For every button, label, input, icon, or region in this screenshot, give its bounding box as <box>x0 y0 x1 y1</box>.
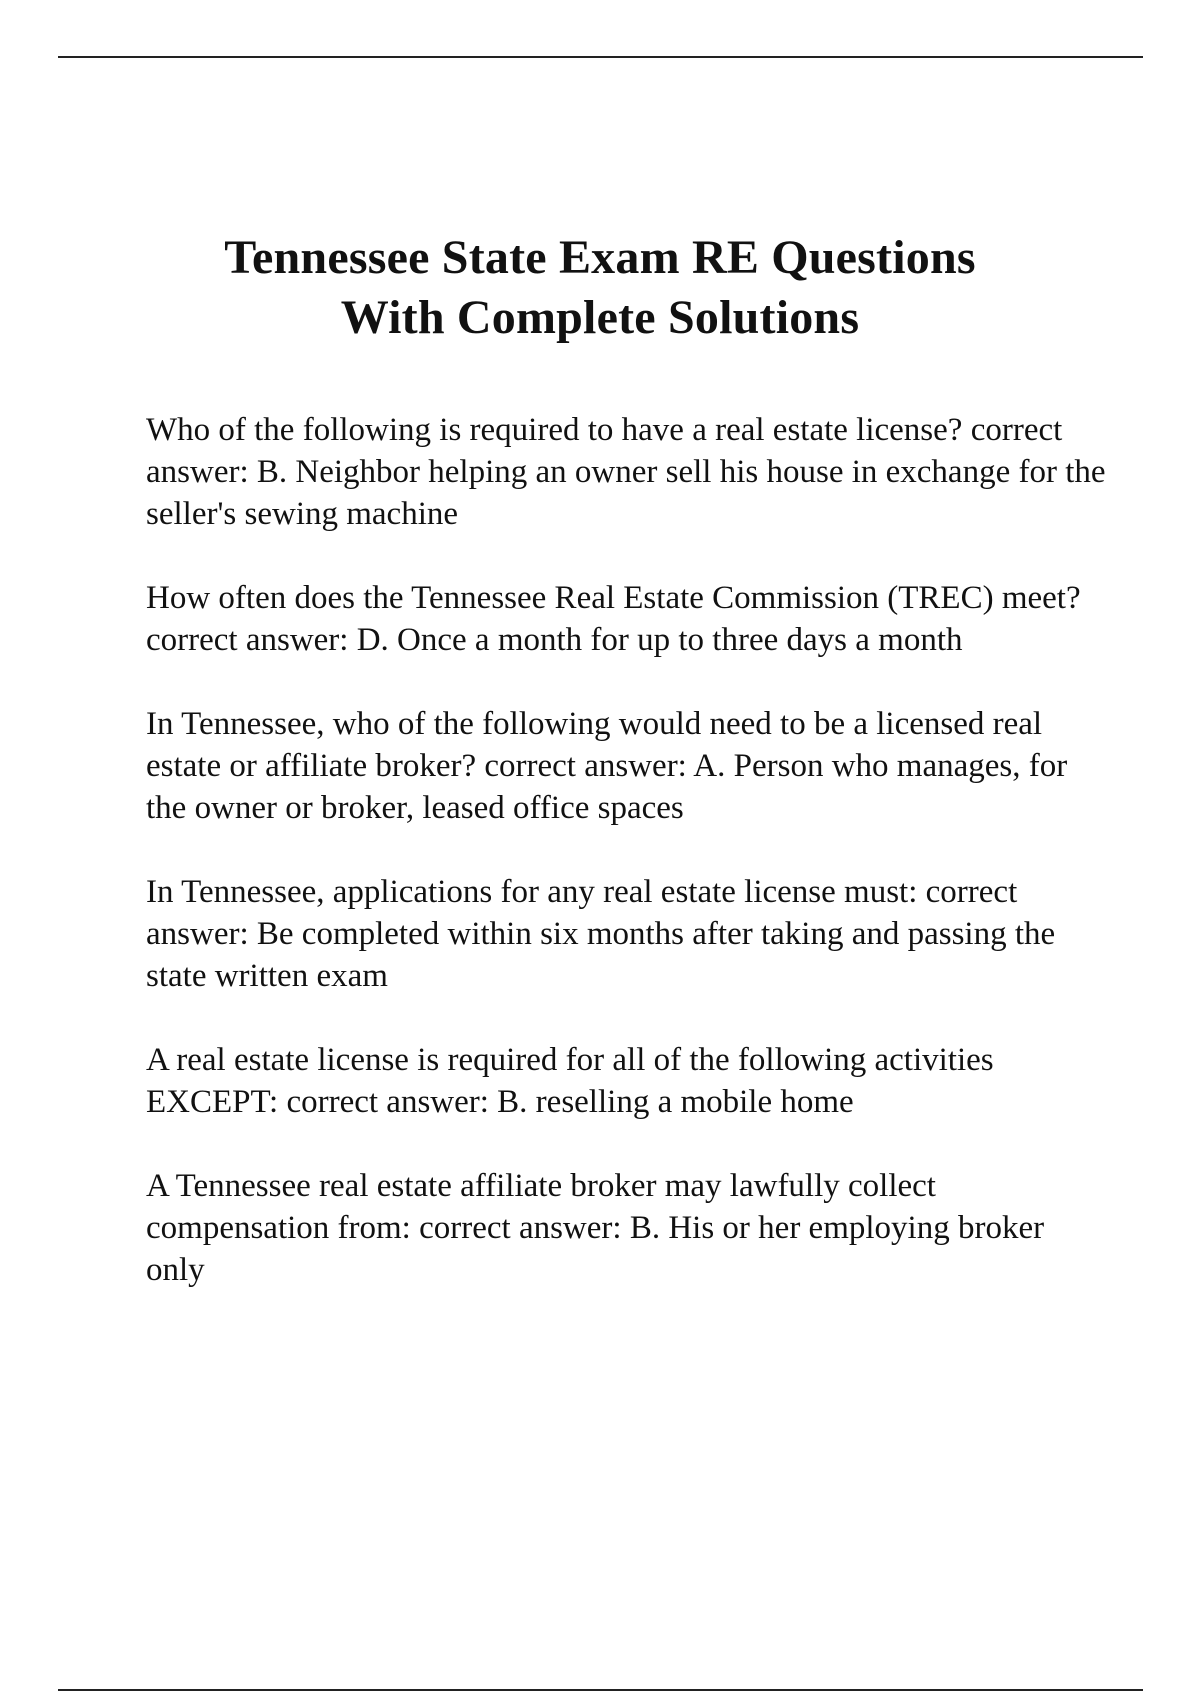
question-text: In Tennessee, applications for any real estate license must: <box>146 874 918 910</box>
answer-text: B. reselling a mobile home <box>497 1084 854 1120</box>
question-item-1 <box>146 409 1114 535</box>
question-item-6 <box>146 1165 1106 1291</box>
question-item-4 <box>146 871 1106 997</box>
question-text: A Tennessee real estate affiliate broker may lawfully collect compensation from: <box>146 1168 945 1246</box>
question-item-5 <box>146 1039 1106 1123</box>
answer-text: B. Neighbor helping an owner sell his house in exchange for the seller's sewing machine <box>146 454 1114 532</box>
answer-label: correct answer: <box>419 1210 622 1246</box>
answer-label: correct answer: <box>484 748 687 784</box>
answer-text: B. His or her employing broker only <box>146 1210 1053 1288</box>
answer-label: correct answer: <box>146 622 349 658</box>
answer-text: D. Once a month for up to three days a month <box>356 622 963 658</box>
question-item-2 <box>146 577 1106 661</box>
answer-text: A. Person who manages, for the owner or broker, leased office spaces <box>146 748 1076 826</box>
question-text: A real estate license is required for all of the following activities EXCEPT: <box>146 1042 1002 1120</box>
title-line-1: Tennessee State Exam RE Questions <box>224 231 976 284</box>
question-text: Who of the following is required to have a real estate license? <box>146 412 963 448</box>
answer-label: correct answer: <box>146 874 1026 952</box>
question-list <box>146 409 1114 1333</box>
question-text: In Tennessee, who of the following would need to be a licensed real estate or affiliate broker? <box>146 706 1051 784</box>
question-text: How often does the Tennessee Real Estate Commission (TREC) meet? <box>146 580 1081 616</box>
answer-label: correct answer: <box>286 1084 489 1120</box>
question-item-3 <box>146 703 1106 829</box>
title-line-2: With Complete Solutions <box>340 291 860 344</box>
top-rule <box>58 56 1143 58</box>
document-title <box>100 228 1100 348</box>
bottom-rule <box>58 1689 1143 1691</box>
answer-label: correct answer: <box>146 412 1071 490</box>
answer-text: Be completed within six months after taking and passing the state written exam <box>146 916 1064 994</box>
